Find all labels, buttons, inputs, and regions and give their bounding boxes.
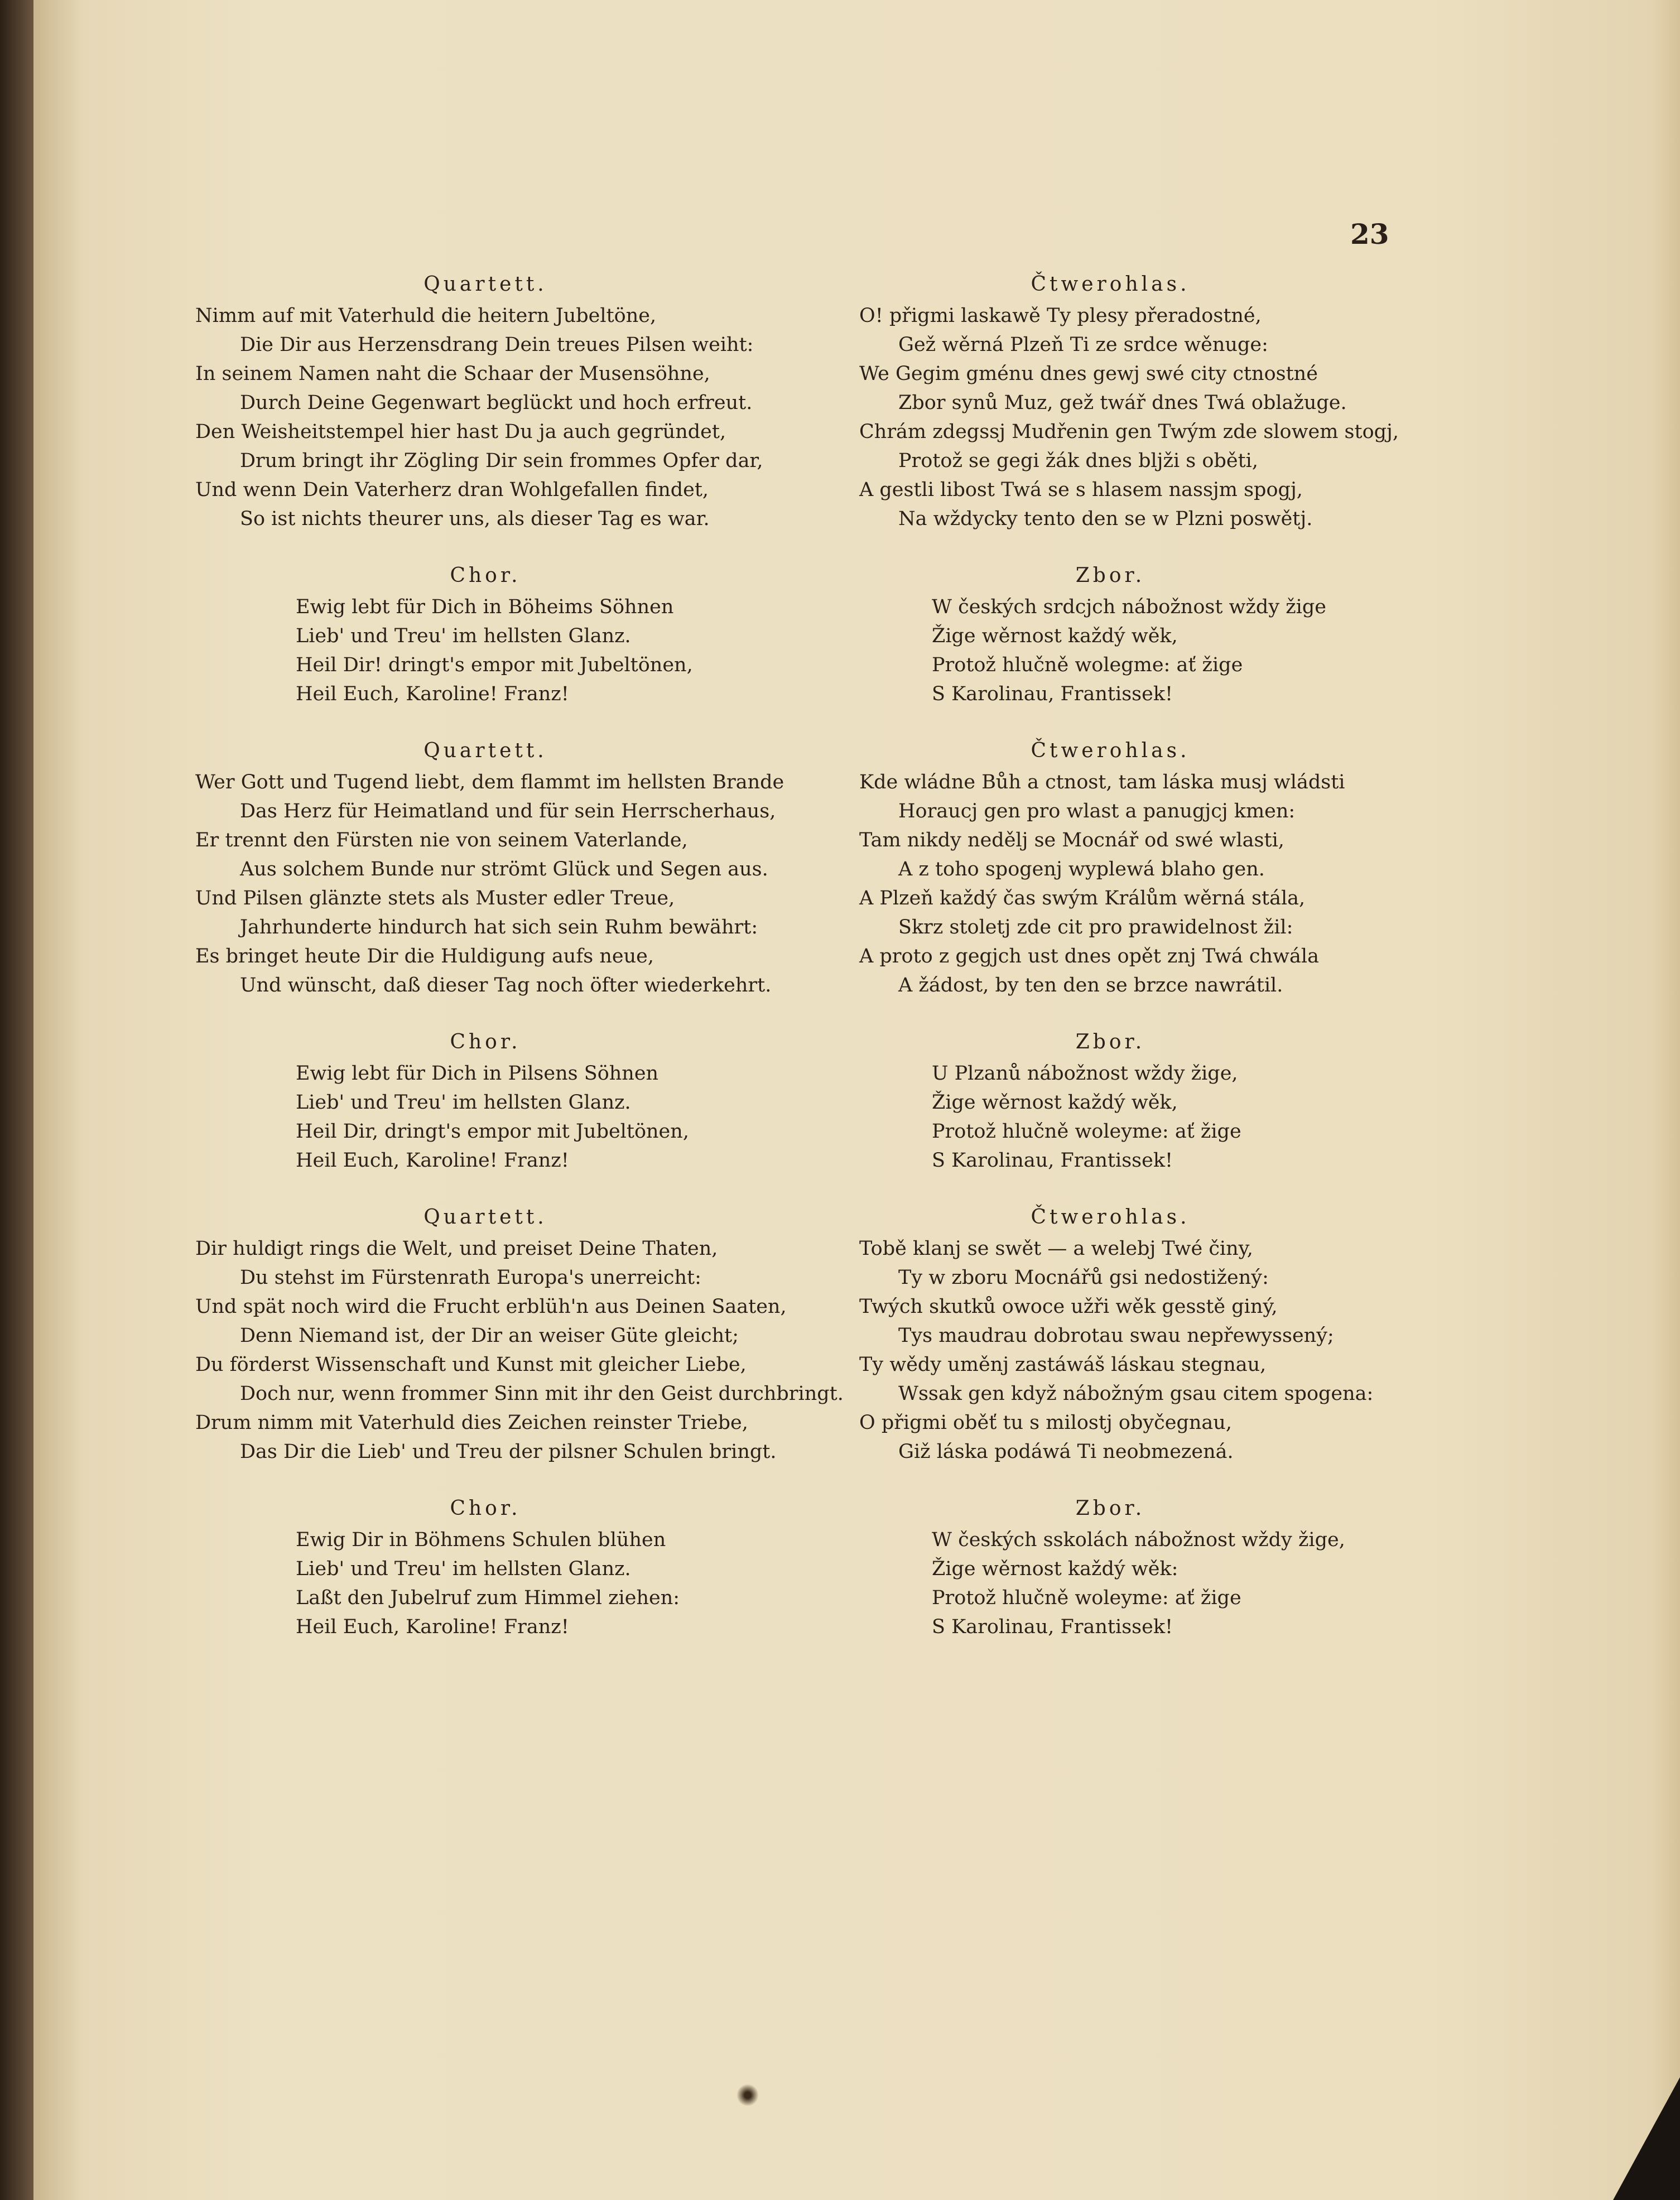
chorus-section: [803, 1026, 1417, 1175]
poem-line: Dir huldigt rings die Welt, und preiset Deine Thaten,: [195, 1238, 718, 1260]
section-heading: Zbor.: [1075, 1031, 1145, 1053]
poem-line: Drum nimm mit Vaterhuld dies Zeichen reinster Triebe,: [195, 1412, 748, 1434]
poem-line: Den Weisheitstempel hier hast Du ja auch gegründet,: [195, 421, 726, 443]
poem-line: Twých skutků owoce užři wěk gesstě giný,: [859, 1296, 1278, 1318]
poem-line: S Karolinau, Frantissek!: [932, 683, 1173, 705]
poem-line: Protož hlučně woleyme: ať žige: [932, 1120, 1241, 1143]
verse-section: [156, 268, 815, 533]
poem-line: A proto z gegjch ust dnes opět znj Twá chwála: [859, 945, 1319, 967]
chorus-section: [156, 1026, 815, 1175]
poem-line: Doch nur, wenn frommer Sinn mit ihr den Geist durchbringt.: [240, 1383, 844, 1405]
poem-line: Ty w zboru Mocnářů gsi nedostižený:: [898, 1267, 1269, 1289]
poem-line: W českých srdcjch nábožnost wždy žige: [932, 596, 1326, 618]
poem-line: Laßt den Jubelruf zum Himmel ziehen:: [296, 1587, 680, 1609]
poem-line: U Plzanů nábožnost wždy žige,: [932, 1062, 1238, 1085]
poem-line: Lieb' und Treu' im hellsten Glanz.: [296, 625, 631, 647]
poem-line: Protož hlučně wolegme: ať žige: [932, 654, 1243, 676]
poem-line: In seinem Namen naht die Schaar der Musensöhne,: [195, 363, 710, 385]
poem-line: A z toho spogenj wyplewá blaho gen.: [898, 858, 1265, 880]
poem-line: Heil Euch, Karoline! Franz!: [296, 683, 569, 705]
poem-line: A žádost, by ten den se brzce nawrátil.: [898, 974, 1283, 997]
section-gap: [803, 1466, 1417, 1492]
poem-line: We Gegim gménu dnes gewj swé city ctnostné: [859, 363, 1318, 385]
poem-line: Nimm auf mit Vaterhuld die heitern Jubeltöne,: [195, 305, 657, 327]
poem-line: Das Dir die Lieb' und Treu der pilsner Schulen bringt.: [240, 1441, 777, 1463]
poem-line: Ewig Dir in Böhmens Schulen blühen: [296, 1529, 666, 1551]
ink-smudge: [736, 2084, 759, 2106]
poem-line: A Plzeň každý čas swým Králům wěrná stála,: [859, 887, 1306, 909]
section-heading: Quartett.: [423, 739, 547, 762]
section-heading: Čtwerohlas.: [1031, 273, 1190, 296]
poem-line: Heil Euch, Karoline! Franz!: [296, 1149, 569, 1172]
poem-line: Die Dir aus Herzensdrang Dein treues Pilsen weiht:: [240, 334, 754, 356]
section-gap: [803, 709, 1417, 734]
poem-line: Denn Niemand ist, der Dir an weiser Güte gleicht;: [240, 1325, 739, 1347]
poem-line: Lieb' und Treu' im hellsten Glanz.: [296, 1091, 631, 1114]
section-heading: Čtwerohlas.: [1031, 739, 1190, 762]
section-heading: Quartett.: [423, 1206, 547, 1229]
poem-line: Und Pilsen glänzte stets als Muster edler Treue,: [195, 887, 675, 909]
poem-line: W českých sskolách nábožnost wždy žige,: [932, 1529, 1345, 1551]
section-heading: Chor.: [450, 564, 521, 587]
poem-line: Žige wěrnost každý wěk,: [932, 625, 1178, 647]
section-heading: Čtwerohlas.: [1031, 1206, 1190, 1229]
section-heading: Chor.: [450, 1031, 521, 1053]
poem-line: Das Herz für Heimatland und für sein Herrscherhaus,: [240, 800, 776, 822]
poem-line: Zbor synů Muz, gež twář dnes Twá oblažuge.: [898, 392, 1347, 414]
poem-line: Es bringet heute Dir die Huldigung aufs neue,: [195, 945, 654, 967]
poem-line: S Karolinau, Frantissek!: [932, 1616, 1173, 1638]
section-gap: [156, 533, 815, 559]
german-column: [156, 268, 844, 1641]
poem-line: Chrám zdegssj Mudřenin gen Twým zde slowem stogj,: [859, 421, 1399, 443]
czech-column: [803, 268, 1417, 1641]
poem-line: Er trennt den Fürsten nie von seinem Vaterlande,: [195, 829, 688, 851]
verse-section: [156, 1201, 844, 1466]
poem-line: Horaucj gen pro wlast a panugjcj kmen:: [898, 800, 1296, 822]
book-spine: [0, 0, 33, 2200]
poem-line: Aus solchem Bunde nur strömt Glück und Segen aus.: [240, 858, 768, 880]
poem-line: Tam nikdy nedělj se Mocnář od swé wlasti,: [859, 829, 1284, 851]
verse-section: [803, 268, 1417, 533]
section-gap: [803, 533, 1417, 559]
poem-line: Giž láska podáwá Ti neobmezená.: [898, 1441, 1234, 1463]
section-heading: Quartett.: [423, 273, 547, 296]
poem-line: Heil Euch, Karoline! Franz!: [296, 1616, 569, 1638]
poem-line: Durch Deine Gegenwart beglückt und hoch erfreut.: [240, 392, 753, 414]
chorus-section: [156, 1492, 815, 1641]
poem-line: Wer Gott und Tugend liebt, dem flammt im hellsten Brande: [195, 771, 784, 793]
poem-line: Ewig lebt für Dich in Pilsens Söhnen: [296, 1062, 659, 1085]
poem-line: Protož se gegi žák dnes bljži s oběti,: [898, 450, 1258, 472]
poem-line: S Karolinau, Frantissek!: [932, 1149, 1173, 1172]
section-gap: [156, 1000, 815, 1026]
poem-line: Drum bringt ihr Zögling Dir sein frommes Opfer dar,: [240, 450, 763, 472]
section-heading: Zbor.: [1075, 564, 1145, 587]
section-gap: [156, 1466, 815, 1492]
poem-line: Tys maudrau dobrotau swau nepřewyssený;: [898, 1325, 1334, 1347]
poem-line: Und spät noch wird die Frucht erblüh'n aus Deinen Saaten,: [195, 1296, 787, 1318]
poem-line: Wssak gen když nábožným gsau citem spogena:: [898, 1383, 1374, 1405]
poem-line: Lieb' und Treu' im hellsten Glanz.: [296, 1558, 631, 1580]
poem-line: Žige wěrnost každý wěk,: [932, 1091, 1178, 1114]
poem-line: Du förderst Wissenschaft und Kunst mit gleicher Liebe,: [195, 1354, 747, 1376]
section-gap: [803, 1175, 1417, 1201]
poem-line: Gež wěrná Plzeň Ti ze srdce wěnuge:: [898, 334, 1268, 356]
poem-line: Jahrhunderte hindurch hat sich sein Ruhm bewährt:: [240, 916, 758, 938]
section-heading: Chor.: [450, 1497, 521, 1520]
section-gap: [803, 1000, 1417, 1026]
poem-line: Ewig lebt für Dich in Böheims Söhnen: [296, 596, 674, 618]
verse-section: [803, 1201, 1417, 1466]
chorus-section: [803, 559, 1417, 709]
chorus-section: [803, 1492, 1417, 1641]
poem-line: O! přigmi laskawě Ty plesy přeradostné,: [859, 305, 1262, 327]
section-heading: Zbor.: [1075, 1497, 1145, 1520]
poem-line: Na wždycky tento den se w Plzni poswětj.: [898, 508, 1313, 530]
poem-line: Heil Dir! dringt's empor mit Jubeltönen,: [296, 654, 693, 676]
poem-line: So ist nichts theurer uns, als dieser Tag es war.: [240, 508, 710, 530]
chorus-section: [156, 559, 815, 709]
poem-line: Tobě klanj se swět — a welebj Twé činy,: [859, 1238, 1253, 1260]
section-gap: [156, 709, 815, 734]
poem-line: Žige wěrnost každý wěk:: [932, 1558, 1178, 1580]
poem-line: Und wenn Dein Vaterherz dran Wohlgefallen findet,: [195, 479, 709, 501]
poem-line: A gestli libost Twá se s hlasem nassjm spogj,: [859, 479, 1303, 501]
page-number: 23: [1350, 218, 1389, 251]
page-corner-shadow: [1613, 2077, 1680, 2200]
poem-line: Kde wládne Bůh a ctnost, tam láska musj wládsti: [859, 771, 1345, 793]
poem-line: Du stehst im Fürstenrath Europa's unerreicht:: [240, 1267, 701, 1289]
verse-section: [803, 734, 1417, 1000]
poem-line: Heil Dir, dringt's empor mit Jubeltönen,: [296, 1120, 689, 1143]
verse-section: [156, 734, 815, 1000]
poem-line: Protož hlučně woleyme: ať žige: [932, 1587, 1241, 1609]
poem-line: Und wünscht, daß dieser Tag noch öfter wiederkehrt.: [240, 974, 772, 997]
poem-line: Skrz stoletj zde cit pro prawidelnost žil:: [898, 916, 1293, 938]
section-gap: [156, 1175, 815, 1201]
poem-line: Ty wědy uměnj zastáwáš láskau stegnau,: [859, 1354, 1267, 1376]
poem-line: O přigmi oběť tu s milostj obyčegnau,: [859, 1412, 1232, 1434]
